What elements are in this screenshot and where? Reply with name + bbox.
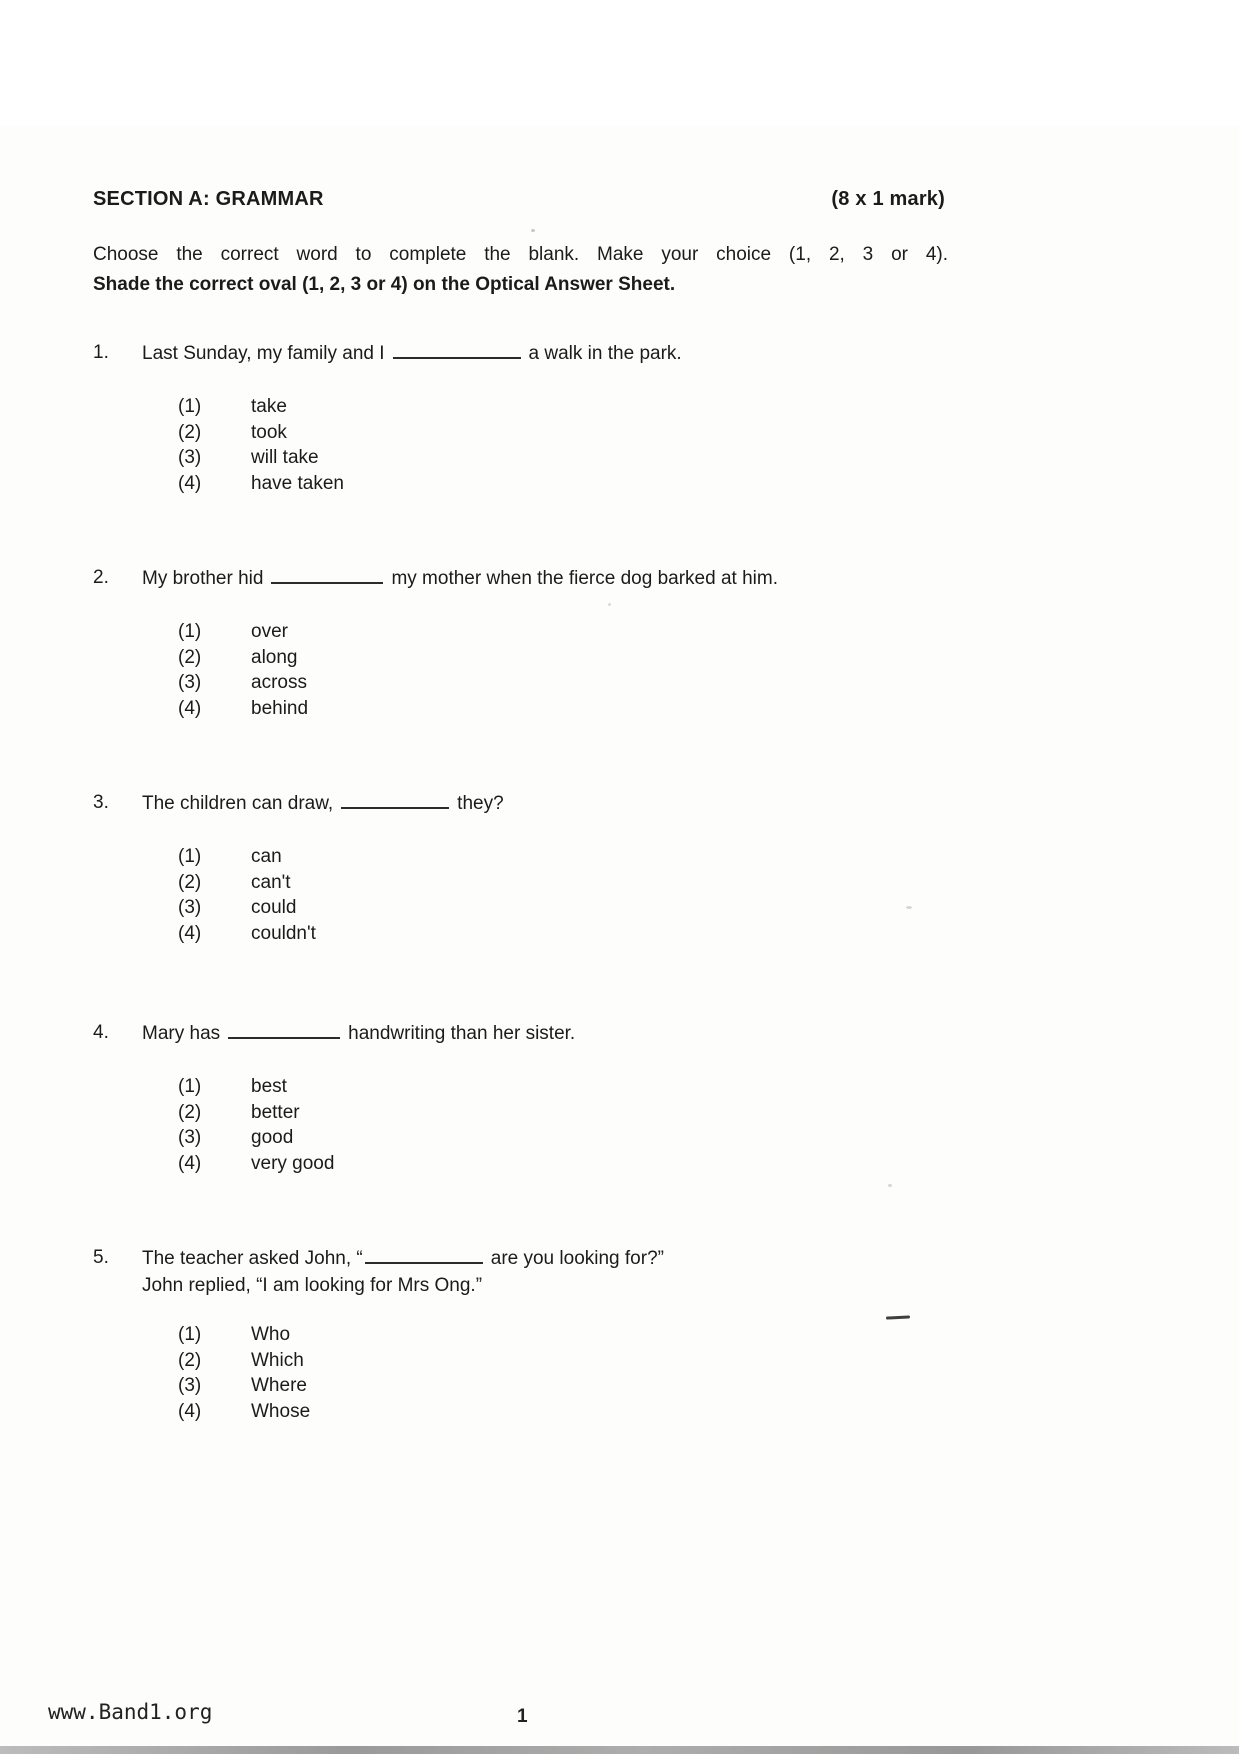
option-text: Which [251,1349,304,1371]
option-row [178,1151,973,1177]
stem-line-1 [142,1245,973,1272]
answer-blank [393,355,521,359]
option-label: (2) [178,421,202,443]
answer-blank [365,1260,483,1264]
option-row [178,1125,973,1151]
question-stem [142,1245,973,1299]
question-1 [93,340,973,496]
question-stem [142,790,973,817]
option-label: (3) [178,1127,202,1148]
options-list [178,394,973,496]
option-label: (2) [178,871,202,893]
option-row [178,1348,973,1374]
option-row [178,895,973,921]
question-number: 4. [93,1022,109,1043]
options-list [178,1074,973,1176]
option-text: will take [251,447,319,468]
option-row [178,445,973,471]
option-text: good [251,1127,294,1148]
scan-speck [531,229,535,232]
option-row [178,619,973,645]
option-label: (2) [178,646,202,668]
option-label: (4) [178,1152,202,1174]
option-label: (1) [178,846,202,867]
marks-label: (8 x 1 mark) [831,188,945,210]
stem-text-before: Mary has [142,1023,221,1044]
instructions-line-2: Shade the correct oval (1, 2, 3 or 4) on the Optical Answer Sheet. [93,274,676,295]
stem-text-after: handwriting than her sister. [348,1023,576,1044]
option-row [178,645,973,671]
option-row [178,420,973,446]
scan-speck [888,1184,892,1187]
question-5 [93,1245,973,1424]
scan-speck [608,603,611,606]
stem-text-before: The teacher asked John, “ [142,1248,363,1269]
option-label: (3) [178,672,202,693]
option-text: Whose [251,1400,311,1422]
stem-text-after: a walk in the park. [528,343,682,364]
option-label: (1) [178,1324,202,1345]
stem-text-before: Last Sunday, my family and I [142,343,385,364]
instructions-line-1: Choose the correct word to complete the blank. Make your choice (1, 2, 3 or 4). [93,244,948,265]
option-row [178,471,973,497]
option-text: better [251,1101,300,1123]
option-text: can [251,846,282,867]
stem-text-after: my mother when the fierce dog barked at him. [391,568,778,589]
option-label: (3) [178,1375,202,1396]
options-list [178,619,973,721]
option-text: over [251,621,288,642]
option-label: (4) [178,922,202,944]
option-text: couldn't [251,922,316,944]
footer-website: www.Band1.org [48,1700,213,1724]
footer-page-number: 1 [517,1706,528,1727]
question-2 [93,565,973,721]
option-text: have taken [251,472,344,494]
option-text: took [251,421,287,443]
question-number: 2. [93,567,109,588]
question-stem [142,1020,973,1047]
section-title: SECTION A: GRAMMAR [93,188,324,210]
option-text: Who [251,1324,291,1345]
option-label: (4) [178,1400,202,1422]
option-row [178,1373,973,1399]
option-text: Where [251,1375,307,1396]
stem-line-2: John replied, “I am looking for Mrs Ong.” [142,1275,483,1296]
question-3 [93,790,973,946]
answer-blank [341,805,449,809]
section-header [93,188,945,211]
option-label: (4) [178,697,202,719]
options-list [178,844,973,946]
option-row [178,1074,973,1100]
scan-edge-bottom [0,1746,1239,1754]
option-label: (1) [178,1076,202,1097]
option-label: (2) [178,1349,202,1371]
option-label: (1) [178,621,202,642]
option-label: (4) [178,472,202,494]
option-label: (3) [178,897,202,918]
instructions [93,240,948,300]
option-row [178,696,973,722]
option-text: very good [251,1152,335,1174]
option-row [178,394,973,420]
option-row [178,1100,973,1126]
option-text: best [251,1076,287,1097]
option-row [178,921,973,947]
options-list [178,1322,973,1424]
option-row [178,1322,973,1348]
option-row [178,670,973,696]
stem-text-after: they? [457,793,504,814]
option-text: take [251,396,287,417]
option-text: can't [251,871,291,893]
question-4 [93,1020,973,1176]
question-stem [142,565,973,592]
scan-speck [906,906,912,909]
question-number: 3. [93,792,109,813]
option-row [178,1399,973,1425]
stem-text-after: are you looking for?” [490,1248,664,1269]
option-label: (3) [178,447,202,468]
scan-edge-top [0,0,1239,126]
question-number: 1. [93,342,109,363]
option-text: across [251,672,307,693]
option-row [178,844,973,870]
stem-text-before: The children can draw, [142,793,334,814]
option-text: along [251,646,298,668]
option-label: (2) [178,1101,202,1123]
option-text: behind [251,697,309,719]
question-stem [142,340,973,367]
answer-blank [271,580,383,584]
question-number: 5. [93,1247,109,1268]
stem-text-before: My brother hid [142,568,264,589]
option-text: could [251,897,297,918]
answer-blank [228,1035,340,1039]
option-row [178,870,973,896]
option-label: (1) [178,396,202,417]
